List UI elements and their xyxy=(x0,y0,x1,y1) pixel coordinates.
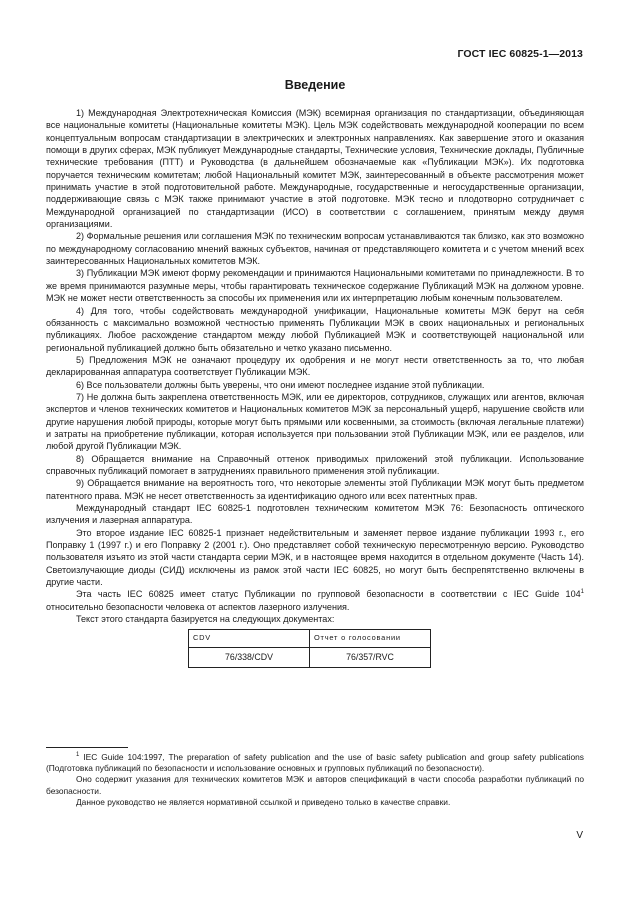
table-cell-cdv: 76/338/CDV xyxy=(189,647,310,667)
body-text xyxy=(46,107,584,668)
table-header-row xyxy=(189,630,431,647)
page-title: Введение xyxy=(284,78,346,92)
footnote-marker: 1 xyxy=(76,752,80,759)
paragraph-2: 2) Формальные решения или соглашения МЭК по техническим вопросам устанавливаются так близко, как это возможно по международному согласованию мнений важных субъектов, начиная от представляющего комитета и с учетом мнений всех заинтересованных Национальных комитетов МЭК. xyxy=(46,231,584,267)
paragraph-9: 9) Обращается внимание на вероятность того, что некоторые элементы этой Публикации МЭК могут быть предметом патентного права. МЭК не несет ответственность за идентификацию одного или всех патентных прав. xyxy=(46,478,584,501)
paragraph-7: 7) Не должна быть закреплена ответственность МЭК, или ее директоров, сотрудников, служащих или агентов, включая экспертов и членов технических комитетов и Национальных комитетов МЭК за персональный ущерб, нарушение свойств или другие нарушения любой природы, которые могут быть прямыми или косвенными, за стоимость (включая легальные платежи) и затраты на приобретение публикации, которая используется при пользовании этой Публикации МЭК, или ее разделов, или любой другой Публикации МЭК. xyxy=(46,391,584,452)
paragraph-1: 1) Международная Электротехническая Комиссия (МЭК) всемирная организация по стандартизации, объединяющая все национальные комитеты (Национальные комитеты МЭК). Цель МЭК содействовать международной кооперации по всем концептуальным вопросам стандартизации в электрических и электронных направлениях. Как завершение этого и оказания помощи в других сферах, МЭК публикует Международные стандарты, Технические условия, Технические доклады, Публичные технические требования (ПТТ) и Руководства (в дальнейшем обозначаемые как «Публикации МЭК»). Их подготовка поручается техническим комитетам; любой Национальный комитет МЭК, заинтересованный в объекте рассмотрения может принимать участие в этой подготовительной работе. Международные, государственные и негосударственные организации, поддерживающие связь с МЭК также принимают участие в этой подготовке. МЭК тесно и плодотворно сотрудничает с Международной организацией по стандартизации (ИСО) в соответствии с соглашением, принятым между двумя организациями. xyxy=(46,108,584,230)
footnote-paragraph-3: Данное руководство не является нормативной ссылкой и приведено только в качестве справки. xyxy=(76,796,451,807)
paragraph-8: 8) Обращается внимание на Справочный оттенок приводимых приложений этой публикации. Использование справочных публикаций помогает в затруднениях правильного применения этой публикации. xyxy=(46,453,584,476)
paragraph-tc76: Международный стандарт IEC 60825-1 подготовлен техническим комитетом МЭК 76: Безопасность оптического излучения и лазерная аппаратура. xyxy=(46,503,584,526)
paragraph-4: 4) Для того, чтобы содействовать международной унификации, Национальные комитеты МЭК берут на себя обязанность с максимально возможной честностью применять Публикации МЭК в своих национальных и региональных публикациях. Любое расхождение стандартом между любой Публикацией МЭК и соответствующей национальной или региональной публикацией должно быть обязательно и четко указано письменно. xyxy=(46,305,584,353)
paragraph-second-edition: Это второе издание IEC 60825-1 признает недействительным и заменяет первое издание публикации 1993 г., его Поправку 1 (1997 г.) и его Поправку 2 (2001 г.). Оно представляет собой техническую пересмотренную версию. Руководство пользователя изъято из этой части стандарта серии МЭК, и в настоящее время находится в отдельном документе (Часть 14). Светоизлучающие диоды (СИД) исключены из рамок этой части IEC 60825, но могут быть беспрепятственно включены в другие части. xyxy=(46,527,584,588)
footnote-paragraph-2: Оно содержит указания для технических комитетов МЭК и авторов спецификаций в части способа разработки публикаций по безопасности. xyxy=(46,774,584,796)
page-number: V xyxy=(576,830,583,841)
footnote-divider xyxy=(46,747,128,748)
paragraph-5: 5) Предложения МЭК не означают процедуру их одобрения и не могут нести ответственность за то, что любая декларированная аппаратура соответствует Публикации МЭК. xyxy=(46,354,584,378)
guide-text-after: относительно безопасности человека от аспектов лазерного излучения. xyxy=(46,601,350,612)
guide-text-before: Эта часть IEC 60825 имеет статус Публикации по групповой безопасности в соответствии с IEC Guide 104 xyxy=(76,589,581,600)
table-cell-rvc: 76/357/RVC xyxy=(310,647,431,667)
table-intro: Текст этого стандарта базируется на следующих документах: xyxy=(76,614,335,625)
table-header-cdv: CDV xyxy=(189,630,310,647)
table-header-voting-report: Отчет о голосовании xyxy=(310,630,431,647)
document-header: ГОСТ IEC 60825-1—2013 xyxy=(457,48,583,60)
footnotes xyxy=(46,752,584,808)
table-row xyxy=(189,647,431,667)
footnote-ref[interactable]: 1 xyxy=(580,589,584,596)
documents-table xyxy=(188,629,431,667)
footnote-1-text: IEC Guide 104:1997, The preparation of safety publication and the use of basic safety publication and group safety publications (Подготовка публикаций по безопасности и использование основных и групповых публикаций по безопасности). xyxy=(46,752,584,774)
paragraph-guide-104 xyxy=(46,588,584,613)
footnote-1 xyxy=(46,752,584,774)
paragraph-3: 3) Публикации МЭК имеют форму рекомендации и принимаются Национальными комитетами по принадлежности. В то же время принимаются разумные меры, чтобы гарантировать техническое содержание Публикаций МЭК на должном уровне. МЭК не может нести ответственность за способы их применения или их интерпретацию любым конечным пользователем. xyxy=(46,268,584,304)
paragraph-6: 6) Все пользователи должны быть уверены, что они имеют последнее издание этой публикации. xyxy=(76,379,485,390)
